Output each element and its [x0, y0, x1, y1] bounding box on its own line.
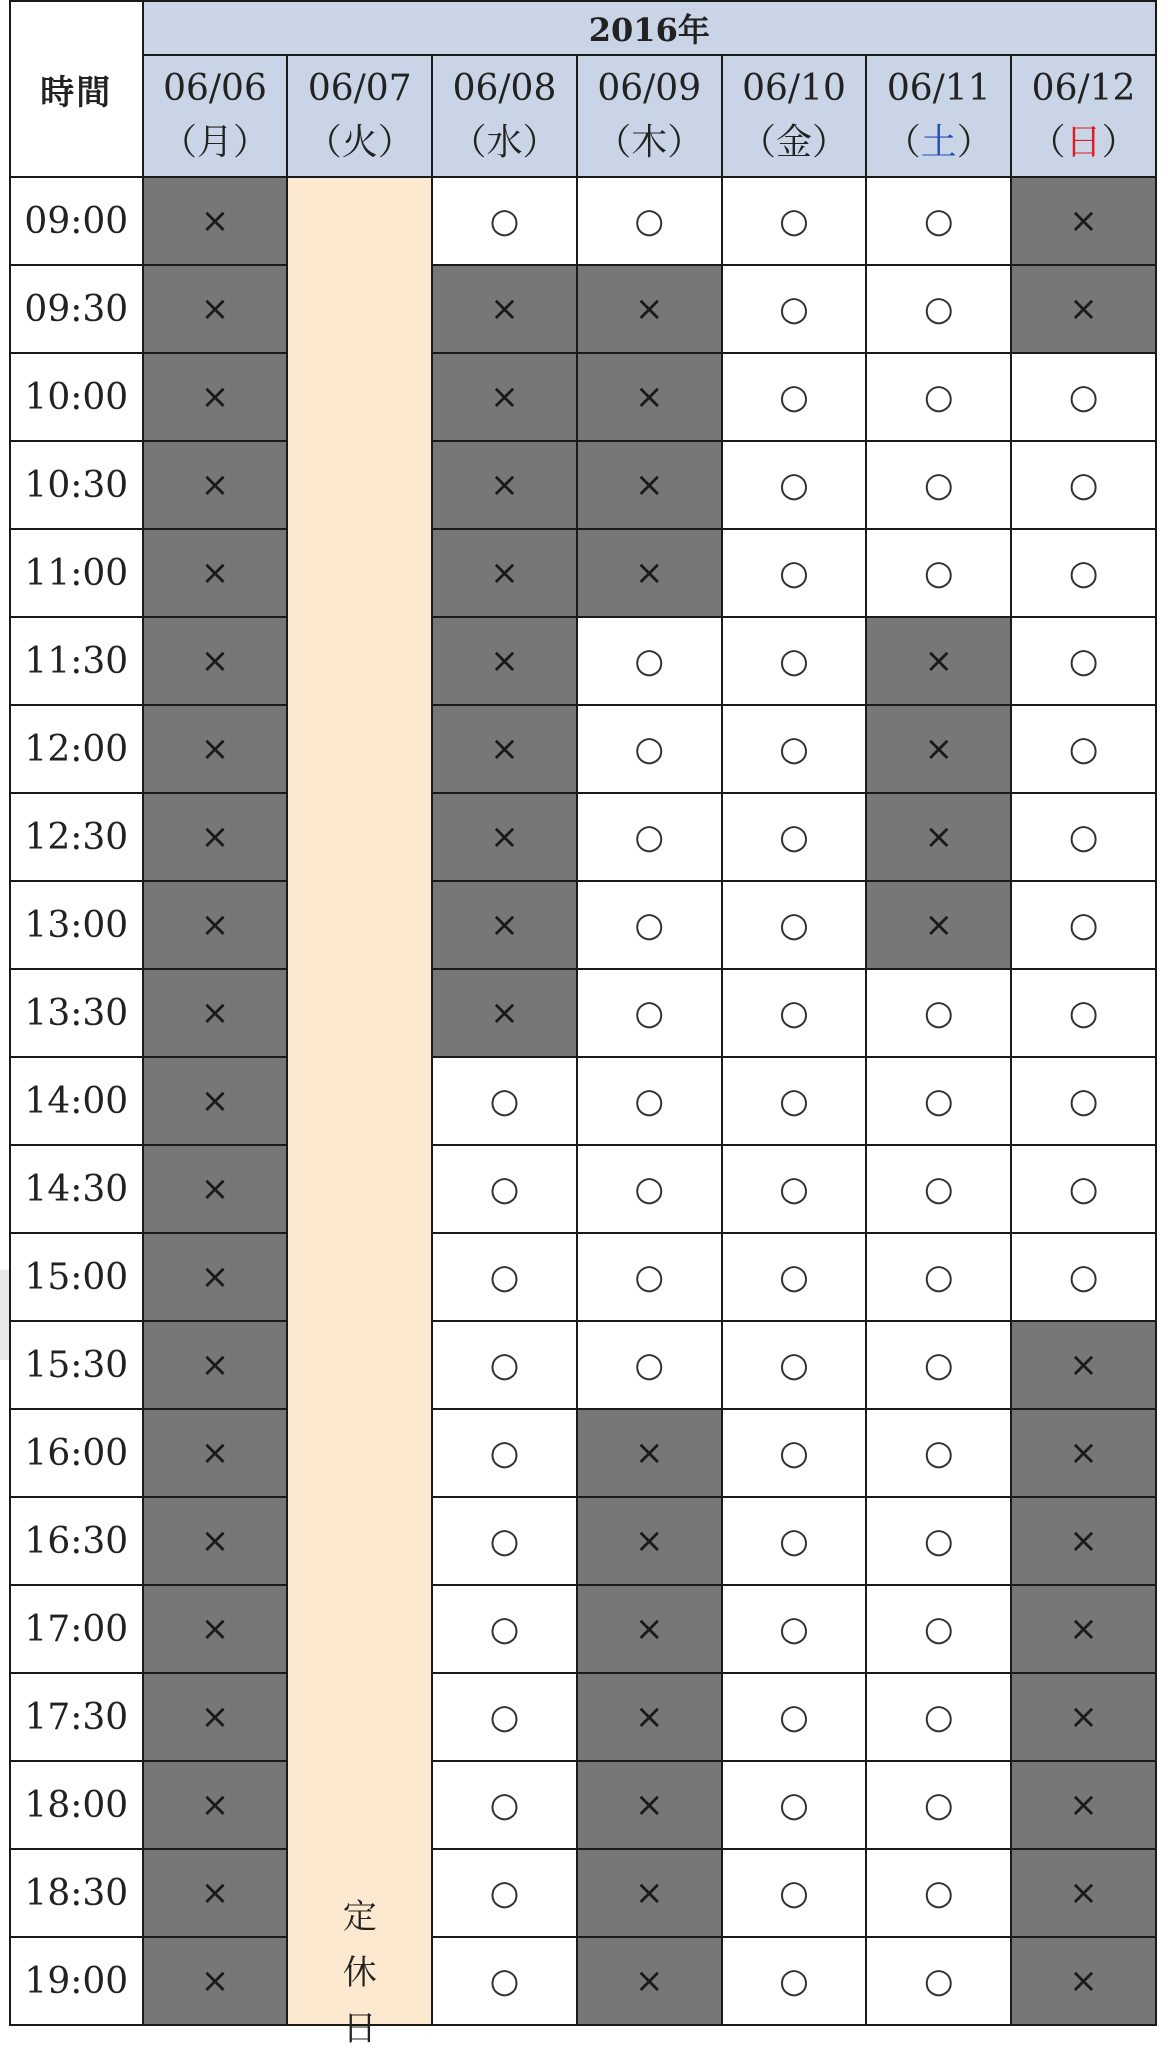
- unavailable-slot-cell: ×: [1011, 1761, 1156, 1849]
- day-weekday: [1012, 116, 1155, 170]
- table-row: [10, 441, 1156, 529]
- weekday-close-paren: ）: [522, 122, 559, 163]
- available-slot-cell[interactable]: ○: [1011, 969, 1156, 1057]
- weekday-char: 月: [196, 122, 233, 163]
- day-date: 06/09: [597, 68, 702, 109]
- available-slot-cell[interactable]: ○: [1011, 1145, 1156, 1233]
- day-date: 06/07: [307, 68, 412, 109]
- year-header: 2016年: [143, 1, 1156, 55]
- available-slot-cell[interactable]: ○: [866, 353, 1011, 441]
- day-date: 06/06: [163, 68, 267, 109]
- available-slot-cell[interactable]: ○: [866, 1057, 1011, 1145]
- unavailable-slot-cell: ×: [143, 1937, 288, 2025]
- unavailable-slot-cell: ×: [1011, 1849, 1156, 1937]
- unavailable-slot-cell: ×: [1011, 1937, 1156, 2025]
- table-row: [10, 969, 1156, 1057]
- available-slot-cell[interactable]: ○: [866, 1673, 1011, 1761]
- available-slot-cell[interactable]: ○: [432, 1849, 577, 1937]
- table-row: [10, 1761, 1156, 1849]
- time-cell: 16:30: [10, 1497, 143, 1585]
- available-slot-cell[interactable]: ○: [1011, 881, 1156, 969]
- weekday-open-paren: （: [160, 122, 197, 163]
- unavailable-slot-cell: ×: [1011, 265, 1156, 353]
- available-slot-cell[interactable]: ○: [866, 1233, 1011, 1321]
- day-weekday: [867, 116, 1010, 170]
- weekday-close-paren: ）: [232, 122, 269, 163]
- table-row: [10, 793, 1156, 881]
- available-slot-cell[interactable]: ○: [866, 1497, 1011, 1585]
- time-cell: 13:30: [10, 969, 143, 1057]
- unavailable-slot-cell: ×: [143, 1497, 288, 1585]
- day-date: 06/12: [1031, 68, 1136, 109]
- time-cell: 09:00: [10, 177, 143, 265]
- table-row: [10, 881, 1156, 969]
- unavailable-slot-cell: ×: [1011, 1321, 1156, 1409]
- available-slot-cell[interactable]: ○: [432, 1057, 577, 1145]
- unavailable-slot-cell: ×: [143, 617, 288, 705]
- available-slot-cell[interactable]: ○: [1011, 705, 1156, 793]
- table-row: [10, 529, 1156, 617]
- available-slot-cell[interactable]: ○: [722, 1585, 867, 1673]
- available-slot-cell[interactable]: ○: [432, 1497, 577, 1585]
- weekday-char: 火: [341, 122, 378, 163]
- unavailable-slot-cell: ×: [143, 353, 288, 441]
- weekday-close-paren: ）: [811, 122, 848, 163]
- day-header-row: [10, 55, 1156, 177]
- day-weekday: [144, 116, 287, 170]
- available-slot-cell[interactable]: ○: [1011, 793, 1156, 881]
- unavailable-slot-cell: ×: [432, 881, 577, 969]
- available-slot-cell[interactable]: ○: [722, 1057, 867, 1145]
- available-slot-cell[interactable]: ○: [722, 265, 867, 353]
- available-slot-cell[interactable]: ○: [866, 1145, 1011, 1233]
- available-slot-cell[interactable]: ○: [722, 617, 867, 705]
- time-cell: 16:00: [10, 1409, 143, 1497]
- table-row: [10, 1233, 1156, 1321]
- available-slot-cell[interactable]: ○: [722, 353, 867, 441]
- available-slot-cell[interactable]: ○: [722, 441, 867, 529]
- schedule-header: [10, 1, 1156, 177]
- available-slot-cell[interactable]: ○: [432, 1937, 577, 2025]
- table-row: [10, 1409, 1156, 1497]
- available-slot-cell[interactable]: ○: [722, 1849, 867, 1937]
- time-cell: 15:30: [10, 1321, 143, 1409]
- time-cell: 14:00: [10, 1057, 143, 1145]
- day-date: 06/08: [452, 68, 557, 109]
- unavailable-slot-cell: ×: [577, 1673, 722, 1761]
- time-cell: 11:30: [10, 617, 143, 705]
- available-slot-cell[interactable]: ○: [722, 529, 867, 617]
- available-slot-cell[interactable]: ○: [722, 1233, 867, 1321]
- day-date: 06/11: [886, 68, 991, 109]
- available-slot-cell[interactable]: ○: [432, 1585, 577, 1673]
- available-slot-cell[interactable]: ○: [432, 1233, 577, 1321]
- day-weekday: [433, 116, 576, 170]
- table-row: [10, 617, 1156, 705]
- reservation-schedule-table: [9, 0, 1157, 2049]
- available-slot-cell[interactable]: ○: [577, 1145, 722, 1233]
- day-weekday: [723, 116, 866, 170]
- unavailable-slot-cell: ×: [143, 529, 288, 617]
- available-slot-cell[interactable]: ○: [577, 969, 722, 1057]
- unavailable-slot-cell: ×: [432, 793, 577, 881]
- available-slot-cell[interactable]: ○: [866, 1849, 1011, 1937]
- time-cell: 14:30: [10, 1145, 143, 1233]
- unavailable-slot-cell: ×: [143, 1233, 288, 1321]
- time-cell: 10:00: [10, 353, 143, 441]
- available-slot-cell[interactable]: ○: [432, 177, 577, 265]
- weekday-char: 木: [631, 122, 668, 163]
- time-cell: 18:30: [10, 1849, 143, 1937]
- available-slot-cell[interactable]: ○: [866, 1409, 1011, 1497]
- unavailable-slot-cell: ×: [866, 881, 1011, 969]
- unavailable-slot-cell: ×: [577, 1761, 722, 1849]
- unavailable-slot-cell: ×: [143, 1409, 288, 1497]
- unavailable-slot-cell: ×: [143, 1761, 288, 1849]
- weekday-open-paren: （: [595, 122, 632, 163]
- day-header-06-11: [866, 55, 1011, 177]
- unavailable-slot-cell: ×: [143, 969, 288, 1057]
- table-row: [10, 265, 1156, 353]
- unavailable-slot-cell: ×: [866, 793, 1011, 881]
- unavailable-slot-cell: ×: [577, 353, 722, 441]
- table-row: [10, 705, 1156, 793]
- unavailable-slot-cell: ×: [432, 441, 577, 529]
- weekday-close-paren: ）: [377, 122, 414, 163]
- unavailable-slot-cell: ×: [1011, 1497, 1156, 1585]
- available-slot-cell[interactable]: ○: [866, 441, 1011, 529]
- table-row: [10, 1673, 1156, 1761]
- available-slot-cell[interactable]: ○: [577, 617, 722, 705]
- unavailable-slot-cell: ×: [866, 617, 1011, 705]
- available-slot-cell[interactable]: ○: [577, 793, 722, 881]
- available-slot-cell[interactable]: ○: [577, 177, 722, 265]
- time-cell: 09:30: [10, 265, 143, 353]
- weekday-char: 土: [920, 122, 957, 163]
- available-slot-cell[interactable]: ○: [1011, 1057, 1156, 1145]
- available-slot-cell[interactable]: ○: [722, 881, 867, 969]
- available-slot-cell[interactable]: ○: [722, 1673, 867, 1761]
- unavailable-slot-cell: ×: [143, 177, 288, 265]
- unavailable-slot-cell: ×: [1011, 177, 1156, 265]
- time-cell: 17:00: [10, 1585, 143, 1673]
- unavailable-slot-cell: ×: [432, 529, 577, 617]
- weekday-char: 水: [486, 122, 523, 163]
- time-cell: 10:30: [10, 441, 143, 529]
- weekday-open-paren: （: [1029, 122, 1066, 163]
- unavailable-slot-cell: ×: [577, 1497, 722, 1585]
- unavailable-slot-cell: ×: [143, 1057, 288, 1145]
- available-slot-cell[interactable]: ○: [577, 1321, 722, 1409]
- unavailable-slot-cell: ×: [143, 1321, 288, 1409]
- time-cell: 15:00: [10, 1233, 143, 1321]
- time-cell: 12:30: [10, 793, 143, 881]
- available-slot-cell[interactable]: ○: [866, 265, 1011, 353]
- unavailable-slot-cell: ×: [143, 265, 288, 353]
- unavailable-slot-cell: ×: [432, 353, 577, 441]
- available-slot-cell[interactable]: ○: [722, 705, 867, 793]
- day-header-06-10: [722, 55, 867, 177]
- available-slot-cell[interactable]: ○: [432, 1673, 577, 1761]
- available-slot-cell[interactable]: ○: [722, 1321, 867, 1409]
- available-slot-cell[interactable]: ○: [722, 793, 867, 881]
- available-slot-cell[interactable]: ○: [577, 881, 722, 969]
- available-slot-cell[interactable]: ○: [432, 1145, 577, 1233]
- day-date: 06/10: [742, 68, 846, 109]
- available-slot-cell[interactable]: ○: [432, 1409, 577, 1497]
- day-weekday: [578, 116, 721, 170]
- available-slot-cell[interactable]: ○: [1011, 1233, 1156, 1321]
- table-row: [10, 1145, 1156, 1233]
- time-cell: 12:00: [10, 705, 143, 793]
- weekday-open-paren: （: [305, 122, 342, 163]
- unavailable-slot-cell: ×: [143, 793, 288, 881]
- available-slot-cell[interactable]: ○: [722, 1497, 867, 1585]
- available-slot-cell[interactable]: ○: [1011, 529, 1156, 617]
- unavailable-slot-cell: ×: [143, 1849, 288, 1937]
- available-slot-cell[interactable]: ○: [866, 177, 1011, 265]
- available-slot-cell[interactable]: ○: [866, 1585, 1011, 1673]
- time-cell: 17:30: [10, 1673, 143, 1761]
- day-header-06-08: [432, 55, 577, 177]
- unavailable-slot-cell: ×: [432, 265, 577, 353]
- unavailable-slot-cell: ×: [577, 1409, 722, 1497]
- closed-day-label-char: 定: [342, 1897, 377, 1937]
- unavailable-slot-cell: ×: [143, 881, 288, 969]
- day-weekday: [288, 116, 431, 170]
- available-slot-cell[interactable]: ○: [1011, 617, 1156, 705]
- unavailable-slot-cell: ×: [432, 617, 577, 705]
- available-slot-cell[interactable]: ○: [577, 1233, 722, 1321]
- available-slot-cell[interactable]: ○: [866, 1321, 1011, 1409]
- available-slot-cell[interactable]: ○: [722, 1761, 867, 1849]
- closed-day-label-char: 日: [342, 2009, 377, 2049]
- weekday-open-paren: （: [884, 122, 921, 163]
- table-row: [10, 353, 1156, 441]
- unavailable-slot-cell: ×: [143, 1585, 288, 1673]
- available-slot-cell[interactable]: ○: [866, 969, 1011, 1057]
- weekday-open-paren: （: [450, 122, 487, 163]
- unavailable-slot-cell: ×: [577, 529, 722, 617]
- day-header-06-12: [1011, 55, 1156, 177]
- unavailable-slot-cell: ×: [577, 1585, 722, 1673]
- day-header-06-06: [143, 55, 288, 177]
- weekday-close-paren: ）: [667, 122, 704, 163]
- available-slot-cell[interactable]: ○: [577, 705, 722, 793]
- available-slot-cell[interactable]: ○: [577, 1057, 722, 1145]
- weekday-char: 金: [775, 122, 812, 163]
- unavailable-slot-cell: ×: [1011, 1585, 1156, 1673]
- time-column-header: 時間: [10, 1, 143, 177]
- table-row: [10, 177, 1156, 265]
- table-row: [10, 1937, 1156, 2025]
- unavailable-slot-cell: ×: [143, 1673, 288, 1761]
- unavailable-slot-cell: ×: [143, 705, 288, 793]
- table-row: [10, 1057, 1156, 1145]
- available-slot-cell[interactable]: ○: [866, 1937, 1011, 2025]
- unavailable-slot-cell: ×: [577, 441, 722, 529]
- weekday-close-paren: ）: [956, 122, 993, 163]
- time-cell: 11:00: [10, 529, 143, 617]
- closed-day-cell: [287, 177, 432, 2049]
- unavailable-slot-cell: ×: [577, 265, 722, 353]
- available-slot-cell[interactable]: ○: [866, 529, 1011, 617]
- available-slot-cell[interactable]: ○: [1011, 441, 1156, 529]
- time-cell: 19:00: [10, 1937, 143, 2025]
- available-slot-cell[interactable]: ○: [722, 969, 867, 1057]
- unavailable-slot-cell: ×: [866, 705, 1011, 793]
- unavailable-slot-cell: ×: [432, 705, 577, 793]
- unavailable-slot-cell: ×: [143, 1145, 288, 1233]
- weekday-char: 日: [1065, 122, 1102, 163]
- day-header-06-07: [287, 55, 432, 177]
- table-row: [10, 1849, 1156, 1937]
- available-slot-cell[interactable]: ○: [722, 177, 867, 265]
- table-row: [10, 1585, 1156, 1673]
- schedule-body: [10, 177, 1156, 2049]
- unavailable-slot-cell: ×: [1011, 1409, 1156, 1497]
- available-slot-cell[interactable]: ○: [432, 1321, 577, 1409]
- unavailable-slot-cell: ×: [577, 1849, 722, 1937]
- available-slot-cell[interactable]: ○: [866, 1761, 1011, 1849]
- available-slot-cell[interactable]: ○: [722, 1409, 867, 1497]
- weekday-open-paren: （: [739, 122, 776, 163]
- unavailable-slot-cell: ×: [143, 441, 288, 529]
- time-cell: 18:00: [10, 1761, 143, 1849]
- available-slot-cell[interactable]: ○: [1011, 353, 1156, 441]
- unavailable-slot-cell: ×: [577, 1937, 722, 2025]
- weekday-close-paren: ）: [1101, 122, 1138, 163]
- day-header-06-09: [577, 55, 722, 177]
- available-slot-cell[interactable]: ○: [722, 1145, 867, 1233]
- unavailable-slot-cell: ×: [1011, 1673, 1156, 1761]
- table-row: [10, 1321, 1156, 1409]
- table-row: [10, 1497, 1156, 1585]
- closed-day-label-char: 休: [342, 1953, 377, 1993]
- available-slot-cell[interactable]: ○: [722, 1937, 867, 2025]
- time-cell: 13:00: [10, 881, 143, 969]
- available-slot-cell[interactable]: ○: [432, 1761, 577, 1849]
- unavailable-slot-cell: ×: [432, 969, 577, 1057]
